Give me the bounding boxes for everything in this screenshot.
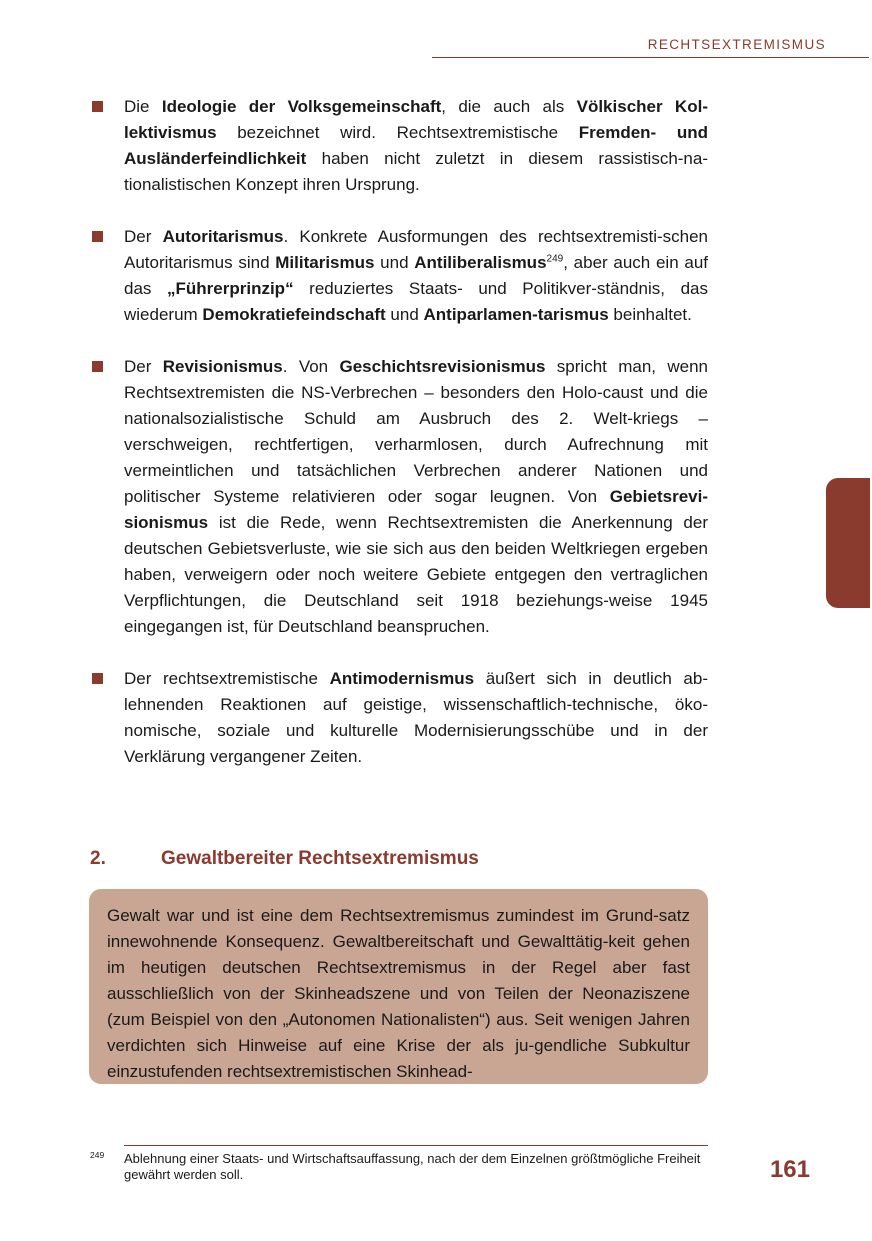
text-run: Die bbox=[124, 97, 162, 116]
bullet-text bbox=[124, 666, 708, 770]
section-number: 2. bbox=[90, 848, 106, 869]
bold-term: Demokratiefeindschaft bbox=[202, 305, 386, 324]
bullet-item bbox=[90, 224, 708, 328]
header-rule bbox=[432, 57, 869, 58]
text-run: beinhaltet. bbox=[608, 305, 692, 324]
text-run: . Konkrete Ausformungen des rechtsextremisti-schen Autoritarismus sind bbox=[124, 227, 708, 272]
running-header: RECHTSEXTREMISMUS bbox=[647, 37, 826, 52]
section-heading bbox=[90, 848, 479, 870]
bullet-list bbox=[90, 94, 708, 796]
page-number: 161 bbox=[769, 1156, 810, 1183]
bold-term: Geschichtsrevisionismus bbox=[339, 357, 546, 376]
text-run: , aber auch ein auf das bbox=[124, 253, 709, 298]
bold-term: Fremden- und Ausländerfeindlichkeit bbox=[124, 123, 708, 168]
square-bullet-icon bbox=[92, 231, 103, 242]
text-run: äußert sich in deutlich ab-lehnenden Reaktionen auf geistige, wissenschaftlich-technische, öko-nomische, soziale und kulturelle Modernisierungsschübe und in der Verklärung vergangener Zeiten. bbox=[124, 669, 708, 766]
bold-term: Ideologie der Volksgemeinschaft bbox=[161, 97, 442, 116]
bold-term: Militarismus bbox=[275, 253, 375, 272]
bold-term: Gebietsrevi-sionismus bbox=[124, 487, 708, 532]
bold-term: Antimodernismus bbox=[329, 669, 475, 688]
section-title: Gewaltbereiter Rechtsextremismus bbox=[161, 848, 479, 869]
text-run: reduziertes Staats- und Politikver-ständnis, das wiederum bbox=[124, 279, 708, 324]
bold-term: „Führerprinzip“ bbox=[167, 279, 294, 298]
bullet-item bbox=[90, 666, 708, 770]
bold-term: Antiliberalismus bbox=[414, 253, 547, 272]
text-run: und bbox=[385, 305, 424, 324]
footnote-rule bbox=[124, 1145, 708, 1146]
bullet-item bbox=[90, 354, 708, 640]
square-bullet-icon bbox=[92, 673, 103, 684]
text-run: ist die Rede, wenn Rechtsextremisten die Anerkennung der deutschen Gebietsverluste, wie sie sich aus den beiden Weltkriegen ergeben haben, verweigern oder noch weitere Gebiete entgegen den vertraglichen Verpflichtungen, die Deutschland seit 1918 beziehungs-weise 1945 eingegangen ist, für Deutschland beanspruchen. bbox=[124, 513, 708, 636]
text-run: Der rechtsextremistische bbox=[124, 669, 330, 688]
bold-term: Autoritarismus bbox=[162, 227, 284, 246]
text-run: spricht man, wenn Rechtsextremisten die NS-Verbrechen – besonders den Holo-caust und die nationalsozialistische Schuld am Ausbruch des 2. Welt-kriegs – verschweigen, rechtfertigen, verharmlosen, durch Aufrechnung mit vermeintlichen und tatsächlichen Verbrechen anderer Nationen und politischer Systeme relativieren oder sogar leugnen. Von bbox=[124, 357, 709, 506]
text-run: und bbox=[374, 253, 415, 272]
bullet-text bbox=[124, 354, 708, 640]
bullet-item bbox=[90, 94, 708, 198]
bullet-text bbox=[124, 94, 708, 198]
text-run: bezeichnet wird. Rechtsextremistische bbox=[216, 123, 579, 142]
bullet-text bbox=[124, 224, 708, 328]
text-run: Der bbox=[124, 357, 163, 376]
footnote-ref: 249 bbox=[546, 253, 564, 265]
square-bullet-icon bbox=[92, 361, 103, 372]
footnote-text: Ablehnung einer Staats- und Wirtschaftsauffassung, nach der dem Einzelnen größtmögliche Freiheit gewährt werden soll. bbox=[124, 1151, 701, 1182]
bold-term: Antiparlamen-tarismus bbox=[423, 305, 609, 324]
bold-term: Revisionismus bbox=[162, 357, 283, 376]
square-bullet-icon bbox=[92, 101, 103, 112]
text-run: . Von bbox=[282, 357, 340, 376]
footnote-number: 249 bbox=[90, 1150, 105, 1160]
chapter-tab bbox=[826, 478, 870, 608]
info-box: Gewalt war und ist eine dem Rechtsextremismus zumindest im Grund-satz innewohnende Konsequenz. Gewaltbereitschaft und Gewalttätig-keit gehen im heutigen deutschen Rechtsextremismus in der Regel aber fast ausschließlich von der Skinheadszene und von Teilen der Neonaziszene (zum Beispiel von den „Autonomen Nationalisten“) aus. Seit wenigen Jahren verdichten sich Hinweise auf eine Krise der als ju-gendliche Subkultur einzustufenden rechtsextremistischen Skinhead- bbox=[89, 889, 708, 1084]
text-run: , die auch als bbox=[441, 97, 577, 116]
text-run: haben nicht zuletzt in diesem rassistisch-na-tionalistischen Konzept ihren Ursprung. bbox=[124, 149, 708, 194]
text-run: Der bbox=[124, 227, 163, 246]
bold-term: Völkischer Kol-lektivismus bbox=[124, 97, 708, 142]
